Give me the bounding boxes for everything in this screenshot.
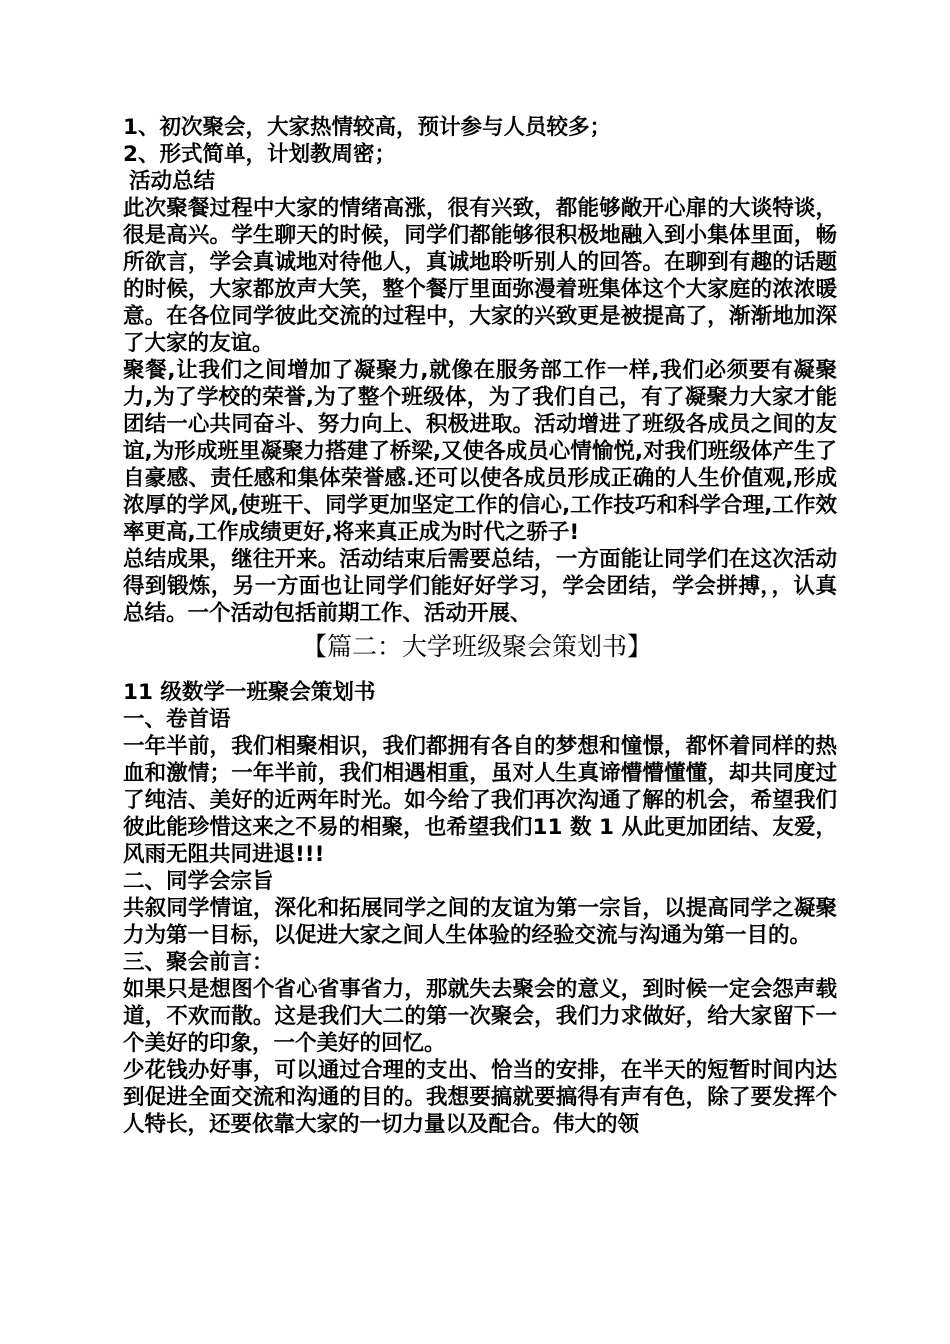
- summary-paragraph-1: 此次聚餐过程中大家的情绪高涨，很有兴致，都能够敞开心扉的大谈特谈，很是高兴。学生聊天的时候，同学们都能够很积极地融入到小集体里面，畅所欲言，学会真诚地对待他人，真诚地聆听别人的回答。在聊到有趣的话题的时候，大家都放声大笑，整个餐厅里面弥漫着班集体这个大家庭的浓浓暖意。在各位同学彼此交流的过程中，大家的兴致更是被提高了，渐渐地加深了大家的友谊。: [123, 196, 837, 356]
- summary-paragraph-2: 聚餐,让我们之间增加了凝聚力,就像在服务部工作一样,我们必须要有凝聚力,为了学校的荣誉,为了整个班级体，为了我们自己，有了凝聚力大家才能团结一心共同奋斗、努力向上、积极进取。活动增进了班级各成员之间的友谊,为形成班里凝聚力搭建了桥梁,又使各成员心情愉悦,对我们班级体产生了自豪感、责任感和集体荣誉感.还可以使各成员形成正确的人生价值观,形成浓厚的学风,使班干、同学更加坚定工作的信心,工作技巧和科学合理,工作效率更高,工作成绩更好,将来真正成为时代之骄子!: [123, 358, 837, 545]
- purpose-paragraph: 共叙同学情谊，深化和拓展同学之间的友谊为第一宗旨，以提高同学之凝聚力为第一目标，以促进大家之间人生体验的经验交流与沟通为第一目的。: [123, 896, 837, 948]
- preface-paragraph: 一年半前，我们相聚相识，我们都拥有各自的梦想和憧憬，都怀着同样的热血和激情；一年半前，我们相遇相重，虽对人生真谛懵懵懂懂，却共同度过了纯洁、美好的近两年时光。如今给了我们再次沟通了解的机会，希望我们彼此能珍惜这来之不易的相聚，也希望我们11 数 1 从此更加团结、友爱，风雨无阻共同进退!!!: [123, 734, 837, 867]
- heading-foreword: 三、聚会前言：: [123, 950, 274, 975]
- summary-paragraph-3: 总结成果，继往开来。活动结束后需要总结，一方面能让同学们在这次活动得到锻炼，另一方面也让同学们能好好学习，学会团结，学会拼搏，，认真总结。一个活动包括前期工作、活动开展、: [123, 547, 837, 626]
- heading-purpose: 二、同学会宗旨: [123, 869, 274, 894]
- plan-title: 11 级数学一班聚会策划书: [123, 680, 376, 705]
- foreword-paragraph-1: 如果只是想图个省心省事省力，那就失去聚会的意义，到时候一定会怨声载道，不欢而散。这是我们大二的第一次聚会，我们力求做好，给大家留下一个美好的印象，一个美好的回忆。: [123, 977, 837, 1056]
- list-item-2: 2、形式简单，计划教周密；: [123, 142, 396, 167]
- heading-preface: 一、卷首语: [123, 707, 231, 732]
- section-title: 【篇二：大学班级聚会策划书】: [301, 632, 652, 661]
- list-item-1: 1、初次聚会，大家热情较高，预计参与人员较多；: [123, 115, 611, 140]
- foreword-paragraph-2: 少花钱办好事，可以通过合理的支出、恰当的安排，在半天的短暂时间内达到促进全面交流和沟通的目的。我想要搞就要搞得有声有色，除了要发挥个人特长，还要依靠大家的一切力量以及配合。伟大的领: [123, 1058, 837, 1137]
- document-body: [117, 114, 837, 1138]
- activity-summary-heading: 活动总结: [129, 169, 216, 194]
